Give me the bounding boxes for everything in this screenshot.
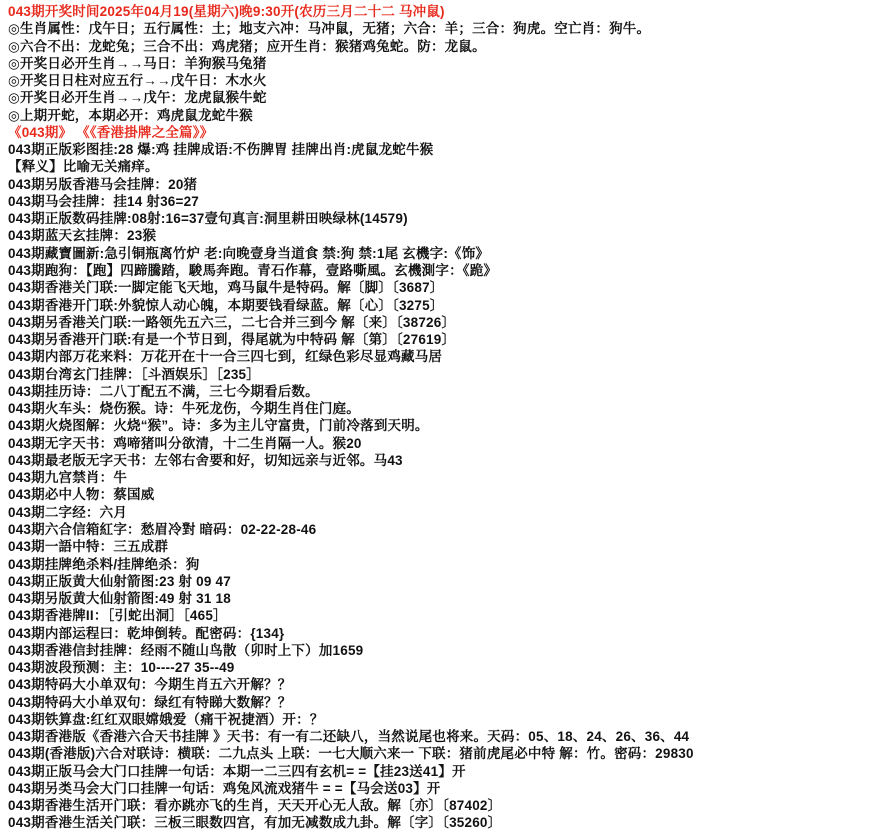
hk-opening-couplet-line: 043期香港开门联:外貌惊人动心魄，本期要钱看绿蓝。解〔心〕〔3275〕 [8,297,444,313]
taiwan-xuanmen-guapai-line: 043期台湾玄门挂牌：［斗酒娱乐］［235］ [8,366,260,382]
official-digit-guapai-line: 043期正版数码挂牌:08射:16=37壹句真言:洞里耕田映绿林(14579) [8,211,408,227]
jockey-guapai-line: 043期马会挂牌：挂14 射36=27 [8,193,200,209]
alt-hk-closing-couplet-line: 043期另香港关门联:一路领先五六三，二七合并三到今 解〔来〕〔38726〕 [8,314,456,330]
official-wongtaisin-arrow-line: 043期正版黄大仙射箭图:23 射 09 47 [8,573,231,589]
lantianxuan-guapai-line: 043期蓝天玄挂牌：23猴 [8,228,157,244]
alt-hk-opening-couplet-line: 043期另香港开门联:有是一个节日到，得尾就为中特码 解〔第〕〔27619〕 [8,332,456,348]
official-color-chart-line: 043期正版彩图挂:28 爆:鸡 挂牌成语:不伤脾胃 挂牌出肖:虎鼠龙蛇牛猴 [8,142,434,158]
jiugong-forbidden-zodiac-line: 043期九宫禁肖：牛 [8,470,128,486]
official-gate-guapai-line: 043期正版马会大门口挂牌一句话：本期一二三四有玄机= =【挂23送41】开 [8,763,466,779]
wave-band-forecast-line: 043期波段预测：主：10----27 35--49 [8,660,235,676]
last-period-result-line: ◎上期开蛇，本期必开：鸡虎鼠龙蛇牛猴 [8,107,253,123]
hk-guapai-section-title: 《043期》 《《香港掛牌之全篇》》 [8,124,214,140]
must-open-zodiac-wuwu-line: ◎开奖日必开生肖→→戊午：龙虎鼠猴牛蛇 [8,90,267,106]
iron-abacus-line: 043期铁算盘:红红双眼嫦娥爱（痛干祝捷酒）开：？ [8,711,324,727]
wordless-book-line: 043期无字天书：鸡啼猪叫分欲清，十二生肖隔一人。猴20 [8,435,362,451]
zodiac-attributes-line: ◎生肖属性：戊午日；五行属性：土；地支六冲：马冲鼠，无猪；六合：羊；三合：狗虎。空亡肖：狗牛。 [8,21,651,37]
special-code-phrase-line-1: 043期特码大小单双句：今期生肖五六开解？？ [8,677,292,693]
one-phrase-special-line: 043期一語中特：三五成群 [8,539,169,555]
hk-heaven-book-line: 043期香港版《香港六合天书挂牌 》天书：有一有二还缺八，当然说尾也将来。天码：05、18、24、26、36、44 [8,729,690,745]
train-head-line: 043期火车头：烧伤猴。诗：牛死龙伤，今期生肖住门庭。 [8,401,360,417]
must-open-zodiac-horse-line: ◎开奖日必开生肖→→马日：羊狗猴马兔猪 [8,55,267,71]
paogou-line: 043期跑狗：【跑】四蹄騰踏，駿馬奔跑。青石作幕，壹路嘶風。玄機測字：《跪》 [8,262,498,278]
special-code-phrase-line-2: 043期特码大小单双句：绿红有特睇大数解？？ [8,694,292,710]
two-word-scripture-line: 043期二字经：六月 [8,504,128,520]
alt-gate-guapai-line: 043期另类马会大门口挂牌一句话：鸡兔风流戏猪牛 = =【马会送03】开 [8,780,441,796]
guapai-kill-line: 043期挂牌绝杀料/挂牌绝杀：狗 [8,556,200,572]
internal-wanhua-line: 043期内部万花来料：万花开在十一合三四七到，红绿色彩尽显鸡藏马居 [8,349,443,365]
hk-pai-ii-line: 043期香港牌II：［引蛇出洞］［465］ [8,608,227,624]
alt-hk-jockey-guapai-line: 043期另版香港马会挂牌：20猪 [8,176,198,192]
fire-diagram-line: 043期火烧图解：火烧“猴”。诗：多为主儿守富贵，门前冷落到天明。 [8,418,429,434]
five-elements-line: ◎开奖日日柱对应五行→→戊午日：木水火 [8,73,267,89]
calendar-poem-line: 043期挂历诗：二八丁配五不满，三七今期看后数。 [8,383,319,399]
alt-wongtaisin-arrow-line: 043期另版黄大仙射箭图:49 射 31 18 [8,591,231,607]
hk-life-closing-couplet-line: 043期香港生活关门联：三板三眼数四宫，有加无减数成九卦。解〔字〕〔35260〕 [8,815,502,831]
mailbox-red-words-line: 043期六合信箱紅字：愁眉冷對 暗码：02-22-28-46 [8,521,317,537]
liuhe-couplet-poem-line: 043期(香港版)六合对联诗：横联：二九点头 上联：一七大顺六来一 下联：猪前虎尾必中特 解：竹。密码：29830 [8,746,694,762]
hk-closing-couplet-line: 043期香港关门联:一脚定能飞天地，鸡马鼠牛是特码。解〔脚〕〔3687〕 [8,280,444,296]
must-hit-person-line: 043期必中人物：蔡国威 [8,487,155,503]
treasure-map-line: 043期藏寶圖新:急引铜瓶离竹炉 老:向晚壹身当道食 禁:狗 禁:1尾 玄機字:《饰》 [8,245,490,261]
internal-fortune-line: 043期内部运程曰：乾坤倒转。配密码：{134} [8,625,285,641]
hk-life-opening-couplet-line: 043期香港生活开门联：看亦跳亦飞的生肖，天天开心无人敌。解〔亦〕〔87402〕 [8,798,502,814]
idiom-interpretation-line: 【释义】比喻无关痛痒。 [8,159,159,175]
oldest-wordless-book-line: 043期最老版无字天书：左邻右舍要和好，切知远亲与近邻。马43 [8,452,403,468]
draw-time-header: 043期开奖时间2025年04月19(星期六)晚9:30开(农历三月二十二 马冲鼠) [8,4,445,19]
liuhe-exclusion-line: ◎六合不出：龙蛇兔；三合不出：鸡虎猪；应开生肖：猴猪鸡兔蛇。防：龙鼠。 [8,38,486,54]
hk-envelope-guapai-line: 043期香港信封挂牌：经雨不随山鸟散（卯时上下）加1659 [8,642,364,658]
